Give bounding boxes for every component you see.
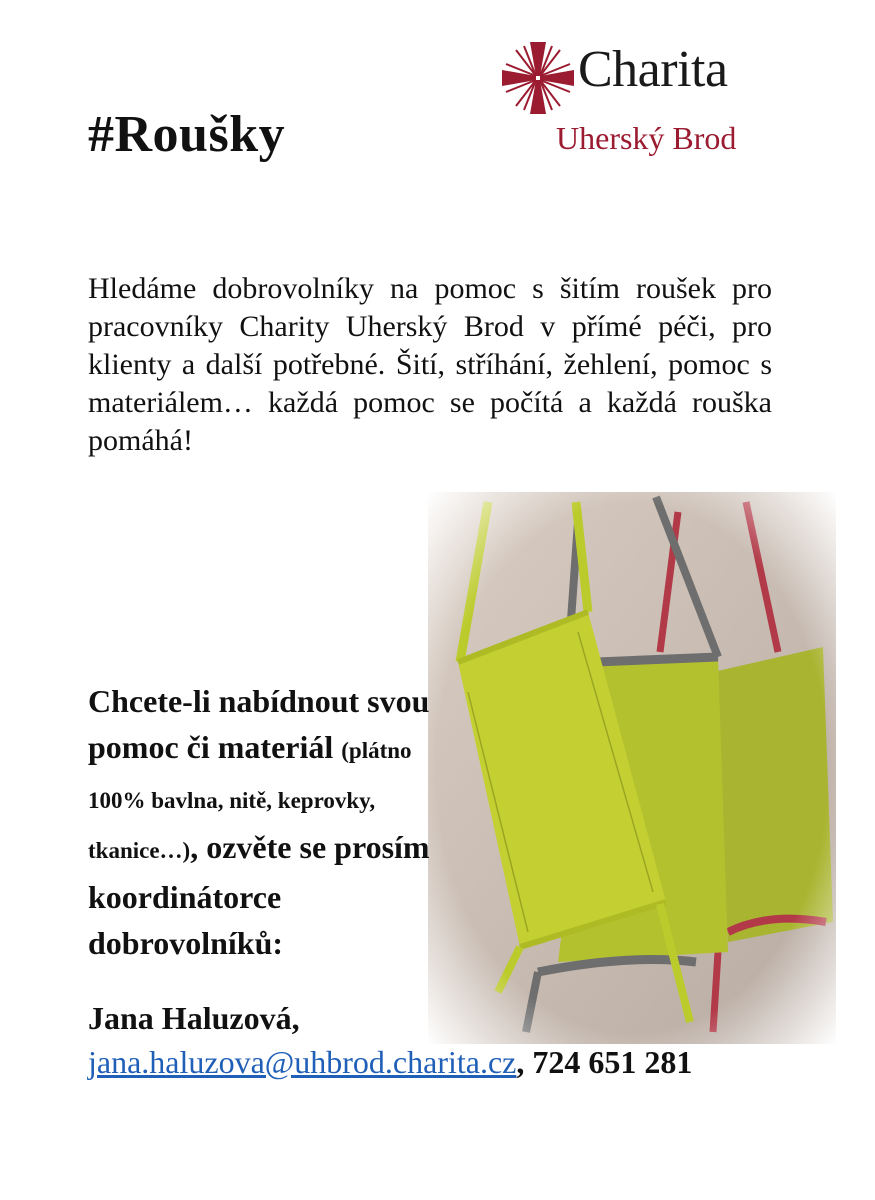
cta-lead: Chcete-li nabídnout svou pomoc či materiál <box>88 683 430 765</box>
charita-cross-icon <box>500 40 576 116</box>
page-title: #Roušky <box>88 106 286 163</box>
contact-email-link[interactable]: jana.haluzova@uhbrod.charita.cz <box>88 1044 517 1080</box>
logo-name: Charita <box>578 41 728 98</box>
cta-follow: , ozvěte se prosím koordinátorce dobrovolníků: <box>88 829 430 961</box>
call-to-action <box>88 678 438 966</box>
contact-line <box>88 1044 692 1081</box>
charita-logo <box>500 40 780 170</box>
intro-paragraph: Hledáme dobrovolníky na pomoc s šitím roušek pro pracovníky Charity Uherský Brod v přímé péči, pro klienty a další potřebné. Šití, stříhání, žehlení, pomoc s materiálem… každá pomoc se počítá a každá rouška pomáhá! <box>88 272 772 457</box>
face-masks-photo <box>428 492 836 1044</box>
logo-subtitle: Uherský Brod <box>556 120 737 156</box>
contact-name: Jana Haluzová, <box>88 1000 300 1036</box>
phone-separator: , <box>516 1044 533 1080</box>
cta-materials-note: (plátno 100% bavlna, nitě, keprovky, tkanice…) <box>88 738 412 863</box>
contact-phone: 724 651 281 <box>532 1044 693 1080</box>
